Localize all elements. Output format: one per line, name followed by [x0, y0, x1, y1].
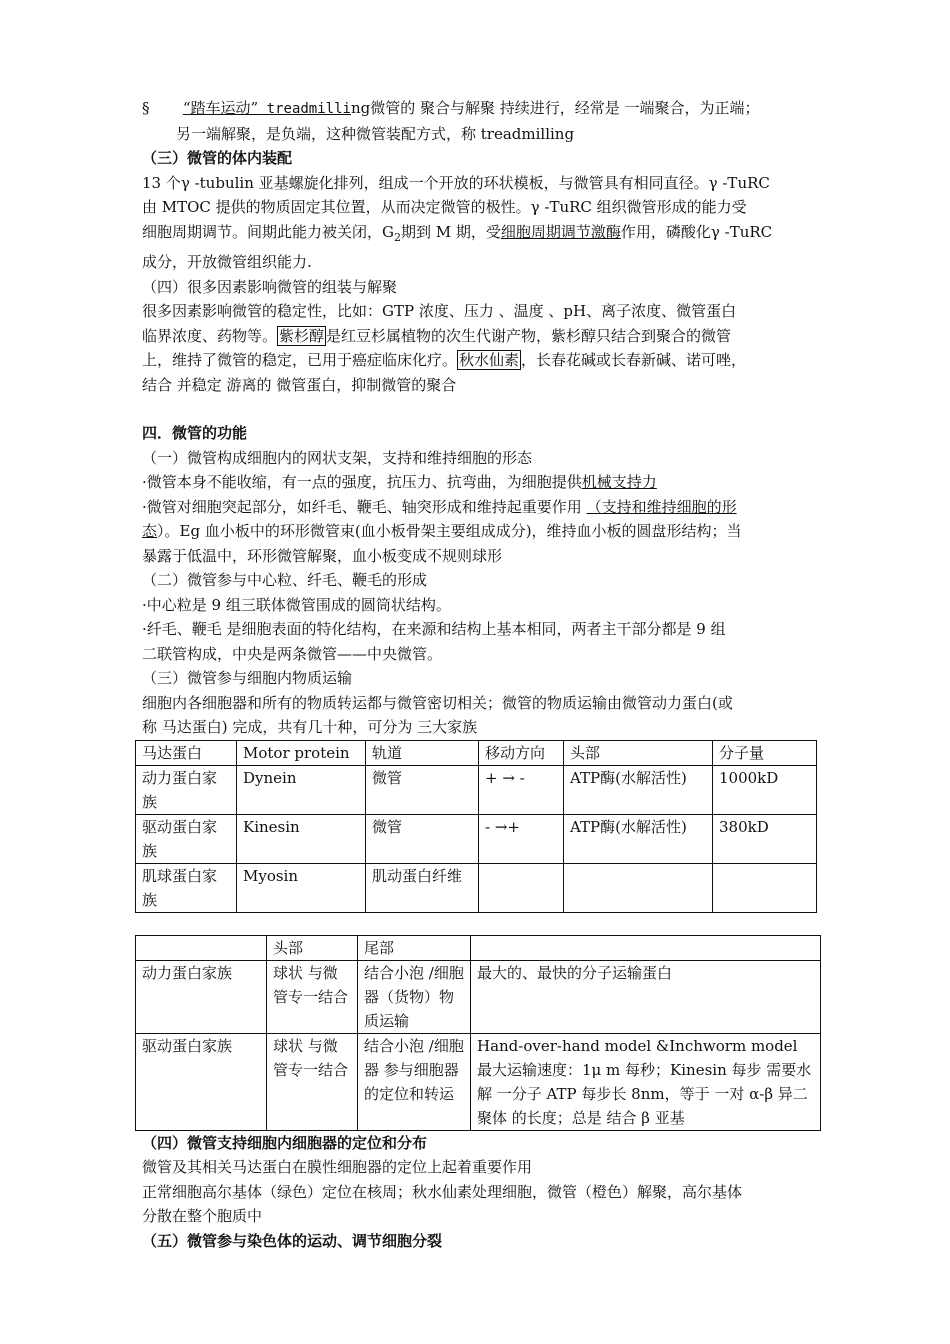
treadmilling-text: ng微管的 聚合与解聚 持续进行，经常是 一端聚合，为正端； [350, 99, 760, 117]
treadmilling-line-2: 另一端解聚，是负端，这种微管装配方式，称 treadmilling [176, 124, 575, 143]
table-cell: 分子量 [713, 740, 817, 765]
table-cell [713, 863, 817, 912]
paragraph-line: 微管及其相关马达蛋白在膜性细胞器的定位上起着重要作用 [142, 1158, 533, 1176]
text-span: ·微管对细胞突起部分，如纤毛、鞭毛、轴突形成和维持起重要作用 [142, 497, 582, 516]
underlined-term: 细胞周期调节激酶 [500, 222, 621, 241]
paragraph-line [142, 324, 822, 349]
bullet-line [142, 519, 822, 544]
table-header-row [136, 935, 821, 960]
document-page [142, 96, 822, 1253]
table-cell: 微管 [366, 765, 479, 814]
bullet-line: ·中心粒是 9 组三联体微管围成的圆筒状结构。 [142, 595, 451, 614]
table-cell: 尾部 [358, 935, 471, 960]
subheading: （一）微管构成细胞内的网状支架，支持和维持细胞的形态 [142, 448, 533, 467]
table-row [136, 814, 817, 863]
paragraph-line [142, 220, 822, 251]
paragraph-line: 由 MTOC 提供的物质固定其位置，从而决定微管的极性。γ -TuRC 组织微管形成的能力受 [142, 198, 747, 216]
subheading: （二）微管参与中心粒、纤毛、鞭毛的形成 [142, 571, 428, 589]
paragraph-line: 很多因素影响微管的稳定性，比如：GTP 浓度、压力 、温度 、pH、离子浓度、微管蛋白 [142, 302, 737, 320]
heading-organelle-positioning: （四）微管支持细胞内细胞器的定位和分布 [142, 1133, 428, 1152]
table-row [136, 863, 817, 912]
heading-functions: 四．微管的功能 [142, 424, 248, 442]
table-cell [479, 863, 564, 912]
treadmilling-line-1 [142, 96, 822, 122]
table-cell: Hand-over-hand model &Inchworm model 最大运输速度：1μ m 每秒；Kinesin 每步 需要水解 一分子 ATP 每步长 8nm，等于 一对 α-β 异二聚体 的长度；总是 结合 β 亚基 [471, 1033, 821, 1130]
text-span: ）。Eg 血小板中的环形微管束(血小板骨架主要组成成分)，维持血小板的圆盘形结构；当 [157, 522, 742, 540]
text-span: 细胞周期调节。间期此能力被关闭，G [142, 222, 394, 241]
paragraph-line: 细胞内各细胞器和所有的物质转运都与微管密切相关；微管的物质运输由微管动力蛋白(或 [142, 693, 733, 712]
table-row [136, 960, 821, 1033]
paragraph-line: 13 个γ -tubulin 亚基螺旋化排列，组成一个开放的环状模板，与微管具有相同直径。γ -TuRC [142, 173, 770, 192]
table-cell: 球状 与微管专一结合 [267, 960, 358, 1033]
table-row [136, 1033, 821, 1130]
paragraph-line [142, 348, 822, 373]
table-cell: 380kD [713, 814, 817, 863]
bullet-line [142, 470, 822, 495]
paragraph-line: 成分，开放微管组织能力. [142, 253, 312, 271]
table-cell: 头部 [267, 935, 358, 960]
table-cell: 肌动蛋白纤维 [366, 863, 479, 912]
table-cell: Motor protein [237, 740, 366, 765]
text-span: ，长春花碱或长春新碱、诺可唑， [521, 351, 747, 369]
motor-family-comparison-table [135, 935, 821, 1131]
table-cell: 结合小泡 /细胞器 参与细胞器的定位和转运 [358, 1033, 471, 1130]
table-cell: 马达蛋白 [136, 740, 237, 765]
table-cell: 球状 与微管专一结合 [267, 1033, 358, 1130]
text-span: ·微管本身不能收缩，有一点的强度，抗压力、抗弯曲，为细胞提供 [142, 473, 582, 491]
paragraph-line: 结合 并稳定 游离的 微管蛋白，抑制微管的聚合 [142, 375, 457, 394]
table-header-row [136, 740, 817, 765]
heading-factors: （四）很多因素影响微管的组装与解聚 [142, 277, 398, 296]
table-cell: 肌球蛋白家族 [136, 863, 237, 912]
text-span: 上，维持了微管的稳定，已用于癌症临床化疗。 [142, 351, 458, 369]
motor-protein-table [135, 740, 817, 913]
bullet-line: 二联管构成，中央是两条微管——中央微管。 [142, 644, 443, 663]
text-span: 临界浓度、药物等。 [142, 326, 278, 345]
table-cell: 轨道 [366, 740, 479, 765]
underlined-term: （支持和维持细胞的形 [586, 497, 737, 516]
bullet-line [142, 495, 822, 520]
table-cell: 动力蛋白家族 [136, 765, 237, 814]
table-cell: Dynein [237, 765, 366, 814]
subscript: 2 [393, 230, 401, 244]
table-cell [471, 935, 821, 960]
table-cell [136, 935, 267, 960]
paragraph-line: 称 马达蛋白) 完成，共有几十种，可分为 三大家族 [142, 718, 478, 736]
table-cell: ATP酶(水解活性) [564, 814, 713, 863]
table-cell: Kinesin [237, 814, 366, 863]
section-symbol: § [142, 99, 150, 117]
table-cell: ATP酶(水解活性) [564, 765, 713, 814]
text-span: 期到 M 期，受 [400, 222, 501, 241]
boxed-term-colchicine: 秋水仙素 [459, 351, 520, 369]
table-cell: 最大的、最快的分子运输蛋白 [471, 960, 821, 1033]
table-cell: 移动方向 [479, 740, 564, 765]
table-cell: - →+ [479, 814, 564, 863]
table-cell: Myosin [237, 863, 366, 912]
table-cell: 1000kD [713, 765, 817, 814]
text-span: 作用，磷酸化γ -TuRC [620, 222, 773, 241]
underlined-term: 机械支持力 [581, 473, 657, 491]
bullet-line: ·纤毛、鞭毛 是细胞表面的特化结构，在来源和结构上基本相同，两者主干部分都是 9 组 [142, 620, 726, 638]
heading-chromosome-movement: （五）微管参与染色体的运动、调节细胞分裂 [142, 1231, 443, 1250]
subheading: （三）微管参与细胞内物质运输 [142, 669, 353, 687]
table-cell: + → - [479, 765, 564, 814]
underlined-term: 态 [142, 522, 158, 540]
table-cell: 动力蛋白家族 [136, 960, 267, 1033]
table-cell: 驱动蛋白家族 [136, 1033, 267, 1130]
treadmilling-mono: treadmilli [258, 101, 351, 117]
table-cell: 微管 [366, 814, 479, 863]
paragraph-line: 正常细胞高尔基体（绿色）定位在核周；秋水仙素处理细胞，微管（橙色）解聚，高尔基体 [142, 1182, 743, 1201]
bullet-line: 暴露于低温中，环形微管解聚，血小板变成不规则球形 [142, 546, 503, 565]
table-cell [564, 863, 713, 912]
boxed-term-taxol: 紫杉醇 [279, 326, 325, 345]
treadmilling-term: “踏车运动” [182, 99, 259, 117]
table-row [136, 765, 817, 814]
table-cell: 结合小泡 /细胞器（货物）物质运输 [358, 960, 471, 1033]
heading-in-vivo-assembly: （三）微管的体内装配 [142, 149, 293, 167]
table-cell: 驱动蛋白家族 [136, 814, 237, 863]
paragraph-line: 分散在整个胞质中 [142, 1207, 263, 1225]
table-cell: 头部 [564, 740, 713, 765]
text-span: 是红豆杉属植物的次生代谢产物，紫杉醇只结合到聚合的微管 [326, 326, 732, 345]
